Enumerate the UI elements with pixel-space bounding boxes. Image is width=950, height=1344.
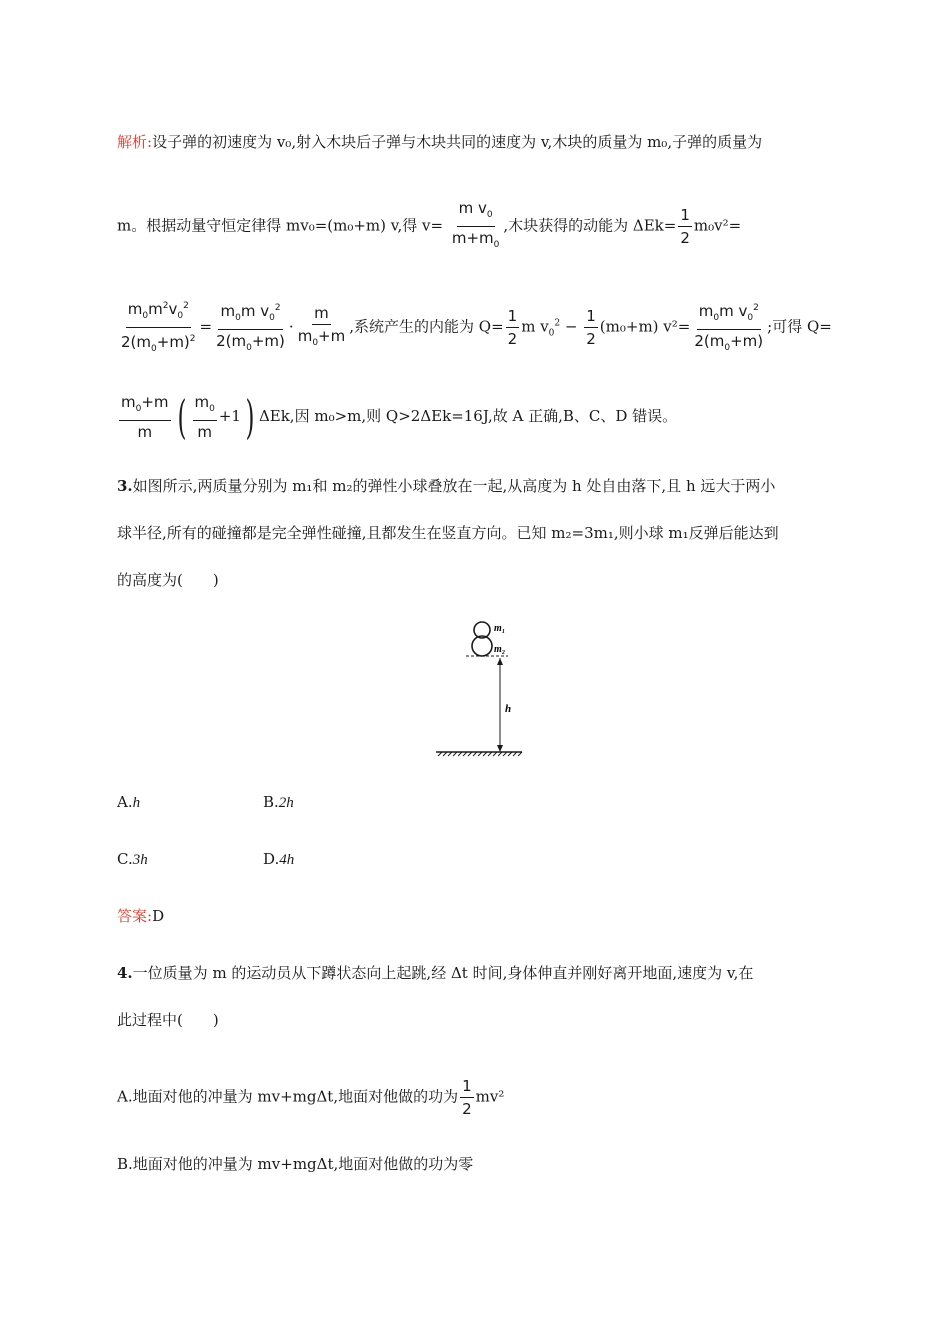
q4-text-1: 一位质量为 m 的运动员从下蹲状态向上起跳,经 Δt 时间,身体伸直并刚好离开地面,速度为 v,在: [132, 964, 754, 982]
analysis-line-2: [117, 198, 741, 255]
analysis-text-1: 设子弹的初速度为 v₀,射入木块后子弹与木块共同的速度为 v,木块的质量为 m₀,子弹的质量为: [152, 133, 763, 151]
heat-fraction: $\frac{m_0m v_0^2}{2(m_0+m)}$: [692, 298, 765, 358]
q4-line-1: [117, 963, 753, 983]
q3-text-1: 如图所示,两质量分别为 m₁和 m₂的弹性小球叠放在一起,从高度为 h 处自由落下,且 h 远大于两小: [132, 477, 776, 495]
q3-line-1: [117, 476, 775, 496]
ke-fraction-2: $\frac{m_0m v_0^2}{2(m_0+m)}$: [214, 298, 287, 358]
answer-label: 答案:: [117, 907, 153, 925]
ratio-fraction-2: $\frac{m_0}{m}$: [194, 393, 215, 441]
analysis-text-4: ΔEk,因 m₀>m,则 Q>2ΔEk=16J,故 A 正确,B、C、D 错误。: [258, 407, 678, 425]
half-fraction: $\frac{1}{2}$: [680, 206, 690, 247]
half-fraction-2: $\frac{1}{2}$: [507, 307, 518, 348]
velocity-fraction: [450, 198, 502, 255]
q4-option-b[interactable]: B.地面对他的冲量为 mv+mgΔt,地面对他做的功为零: [117, 1155, 474, 1173]
ke-fraction-3: $\frac{m}{m_0+m}$: [297, 303, 346, 348]
fraction-numerator: m $v_0$: [457, 198, 495, 227]
half-fraction-4: $\frac{1}{2}$: [462, 1077, 472, 1118]
label-h: h: [505, 703, 512, 715]
analysis-line-3: $\frac{m_0m^2v_0^2}{2(m_0+m)^2}$ = $\frac{m_0m v_0^2}{2(m_0+m)}$ · $\frac{m}{m_0+m}$ ,系统产生的内能为 Q= $\frac{1}{2}$ m $v_0^2$ − $\frac{1}{2}$ (m₀+m) v²= $\frac{m_0m v_0^2}{2(m_0+m)}$ ;可得 Q=: [117, 296, 832, 359]
half-fraction-3: $\frac{1}{2}$: [586, 307, 596, 348]
ratio-fraction: $\frac{m_0+m}{m}$: [121, 393, 169, 441]
analysis-text-3c: ;可得 Q=: [767, 317, 832, 336]
q4-number: 4.: [117, 964, 133, 982]
analysis-text-2a: m。根据动量守恒定律得 mv₀=(m₀+m) v,得 v=: [117, 216, 444, 235]
answer-value: D: [152, 907, 165, 925]
analysis-text-3a: 系统产生的内能为 Q=: [354, 317, 504, 336]
analysis-line-1: [117, 132, 762, 152]
analysis-text-2b: ,木块获得的动能为 ΔEk=: [503, 216, 677, 235]
ball-m2: [472, 636, 492, 656]
q3-answer: [117, 906, 164, 926]
analysis-line-4: $\frac{m_0+m}{m}$ ( $\frac{m_0}{m}$ +1) ΔEk,因 m₀>m,则 Q>2ΔEk=16J,故 A 正确,B、C、D 错误。: [121, 390, 678, 444]
q4-option-a[interactable]: A.地面对他的冲量为 mv+mgΔt,地面对他做的功为 $\frac{1}{2}$ mv²: [117, 1077, 505, 1118]
q4-line-2: 此过程中( ): [117, 1011, 219, 1029]
falling-balls-figure: [430, 618, 530, 758]
q3-line-3: 的高度为( ): [117, 571, 219, 589]
label-m1: m₁: [494, 623, 506, 634]
label-m2: m₂: [494, 644, 506, 655]
q3-number: 3.: [117, 477, 133, 495]
analysis-label: 解析:: [117, 133, 153, 151]
analysis-text-3b: (m₀+m) v²=: [599, 317, 691, 336]
q3-option-a[interactable]: A.h: [117, 793, 141, 811]
analysis-text-2c: m₀v²=: [693, 216, 742, 235]
q3-option-b[interactable]: B.2h: [263, 793, 294, 811]
fraction-denominator: $m+m_0$: [451, 229, 500, 250]
q3-option-d[interactable]: D.4h: [263, 850, 295, 868]
ke-fraction-1: $\frac{m_0m^2v_0^2}{2(m_0+m)^2}$: [119, 296, 198, 359]
q3-option-c[interactable]: C.3h: [117, 850, 148, 868]
q3-line-2: 球半径,所有的碰撞都是完全弹性碰撞,且都发生在竖直方向。已知 m₂=3m₁,则小球 m₁反弹后能达到: [117, 524, 779, 542]
